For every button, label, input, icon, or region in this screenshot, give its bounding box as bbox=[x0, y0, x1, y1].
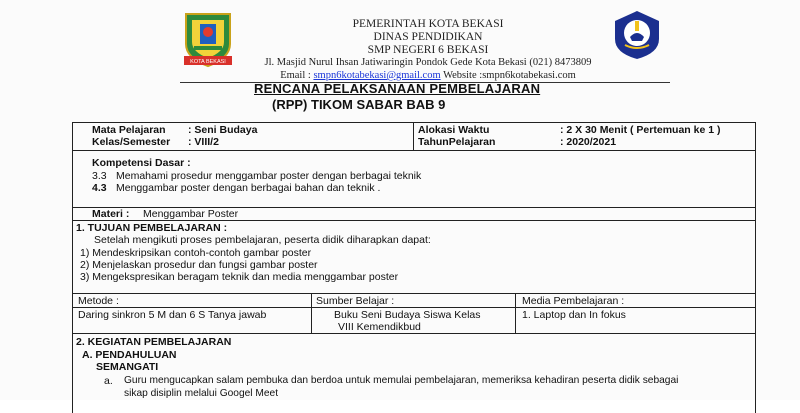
kompetensi-item-text: Menggambar poster dengan berbagai bahan dan teknik . bbox=[116, 182, 381, 194]
website-text: smpn6kotabekasi.com bbox=[482, 70, 576, 81]
tahun-label: TahunPelajaran bbox=[418, 136, 496, 148]
metode-value: Daring sinkron 5 M dan 6 S Tanya jawab bbox=[78, 309, 267, 321]
kegiatan-item-text: Guru mengucapkan salam pembuka dan berdoa untuk memulai pembelajaran, memeriksa kehadiran peserta didik sebagai bbox=[124, 375, 679, 386]
kelas-value: : VIII/2 bbox=[188, 136, 219, 148]
document-title: RENCANA PELAKSANAAN PEMBELAJARAN bbox=[254, 81, 541, 96]
table-divider bbox=[72, 293, 756, 294]
kompetensi-item-text: Memahami prosedur menggambar poster dengan berbagai teknik bbox=[116, 170, 422, 182]
semangati-heading: SEMANGATI bbox=[96, 361, 159, 373]
letterhead-address: Jl. Masjid Nurul Ihsan Jatiwaringin Pondok Gede Kota Bekasi (021) 8473809 bbox=[264, 57, 592, 68]
kota-bekasi-logo bbox=[180, 10, 236, 70]
tujuan-heading: 1. TUJUAN PEMBELAJARAN : bbox=[76, 222, 228, 234]
tut-wuri-handayani-logo bbox=[612, 9, 662, 61]
table-column-divider bbox=[311, 293, 312, 333]
letterhead-government: PEMERINTAH KOTA BEKASI bbox=[352, 18, 504, 30]
materi-value: Menggambar Poster bbox=[143, 208, 239, 220]
tujuan-item: 1) Mendeskripsikan contoh-contoh gambar poster bbox=[80, 247, 312, 259]
tujuan-item: 3) Mengekspresikan beragam teknik dan media menggambar poster bbox=[80, 271, 399, 283]
mapel-label: Mata Pelajaran bbox=[92, 124, 166, 136]
letterhead-school: SMP NEGERI 6 BEKASI bbox=[367, 44, 489, 56]
kegiatan-heading: 2. KEGIATAN PEMBELAJARAN bbox=[76, 336, 232, 348]
table-divider bbox=[72, 307, 756, 308]
kompetensi-item-number: 3.3 bbox=[92, 170, 107, 182]
mapel-value: : Seni Budaya bbox=[188, 124, 258, 136]
website-label: Website : bbox=[440, 70, 483, 81]
kegiatan-item-text: sikap disiplin melalui Googel Meet bbox=[124, 388, 279, 399]
metode-header: Metode : bbox=[78, 295, 119, 307]
table-divider bbox=[72, 333, 756, 334]
table-column-divider bbox=[515, 293, 516, 333]
tahun-value: : 2020/2021 bbox=[560, 136, 617, 148]
kompetensi-item-number: 4.3 bbox=[92, 182, 107, 194]
kompetensi-heading: Kompetensi Dasar : bbox=[92, 157, 191, 169]
alokasi-label: Alokasi Waktu bbox=[418, 124, 490, 136]
letterhead-department: DINAS PENDIDIKAN bbox=[373, 31, 483, 43]
sumber-value: VIII Kemendikbud bbox=[338, 321, 421, 333]
tujuan-intro: Setelah mengikuti proses pembelajaran, peserta didik diharapkan dapat: bbox=[94, 234, 431, 246]
sumber-value: Buku Seni Budaya Siswa Kelas bbox=[334, 309, 481, 321]
alokasi-value: : 2 X 30 Menit ( Pertemuan ke 1 ) bbox=[560, 124, 721, 136]
document-subtitle: (RPP) TIKOM SABAR BAB 9 bbox=[272, 97, 446, 112]
table-divider bbox=[72, 220, 756, 221]
kelas-label: Kelas/Semester bbox=[92, 136, 171, 148]
kegiatan-item-letter: a. bbox=[104, 375, 113, 387]
tujuan-item: 2) Menjelaskan prosedur dan fungsi gambar poster bbox=[80, 259, 318, 271]
materi-label: Materi : bbox=[92, 208, 130, 220]
table-divider bbox=[72, 150, 756, 151]
email-link[interactable]: smpn6kotabekasi@gmail.com bbox=[313, 70, 441, 81]
table-column-divider bbox=[413, 122, 414, 150]
email-label: Email : bbox=[280, 70, 314, 81]
media-header: Media Pembelajaran : bbox=[522, 295, 625, 307]
logo-banner-text: KOTA BEKASI bbox=[190, 59, 226, 65]
pendahuluan-heading: A. PENDAHULUAN bbox=[82, 349, 177, 361]
media-value: 1. Laptop dan In fokus bbox=[522, 309, 626, 321]
letterhead-contact bbox=[238, 70, 618, 81]
sumber-header: Sumber Belajar : bbox=[316, 295, 395, 307]
